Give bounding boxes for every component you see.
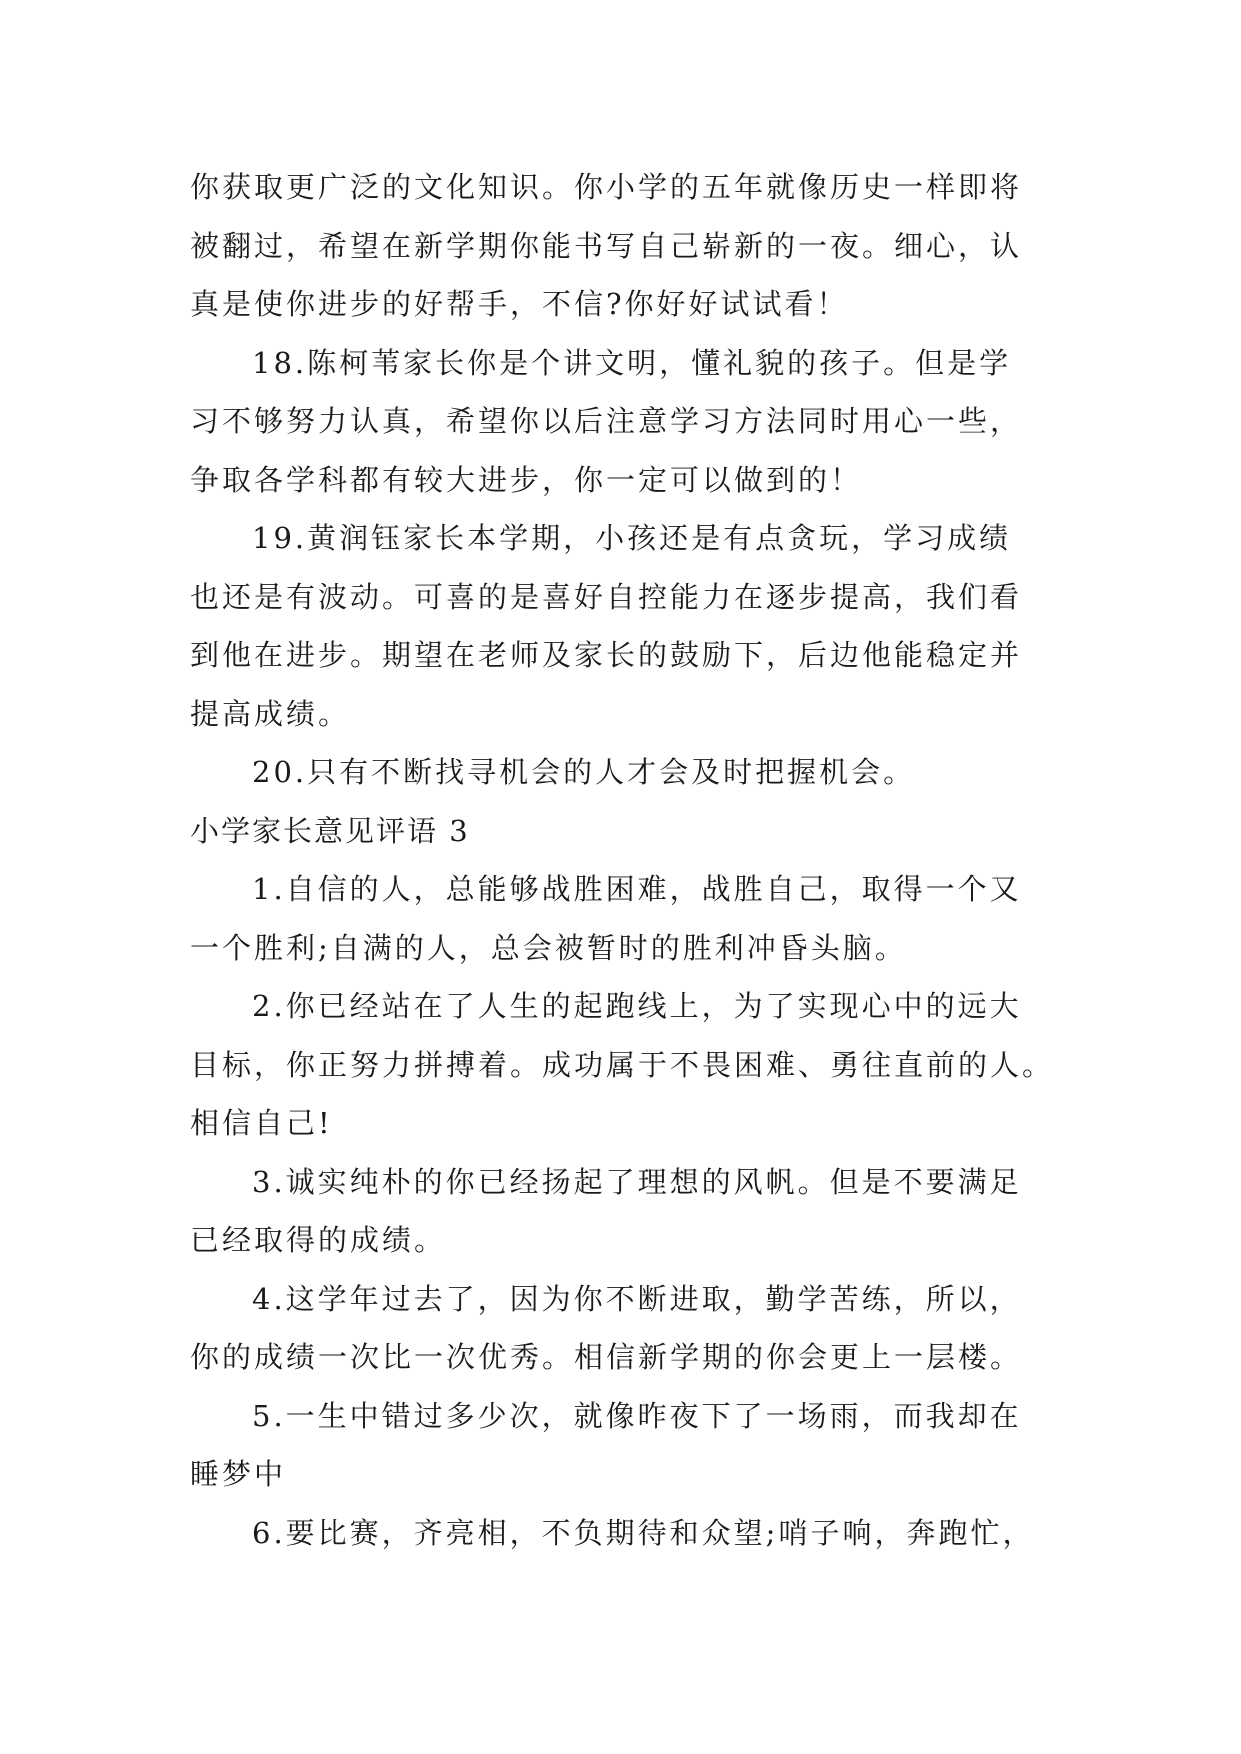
section-heading: 小学家长意见评语 3 [190, 813, 470, 848]
text-line: 目标，你正努力拼搏着。成功属于不畏困难、勇往直前的人。 [190, 1047, 1055, 1082]
text-line: 已经取得的成绩。 [190, 1223, 447, 1257]
comment-item-6: 6.要比赛，齐亮相，不负期待和众望;哨子响，奔跑忙， [252, 1515, 1035, 1550]
text-line: 到他在进步。期望在老师及家长的鼓励下，后边他能稳定并 [190, 638, 1023, 672]
comment-item-20: 20.只有不断找寻机会的人才会及时把握机会。 [252, 755, 916, 789]
text-line: 相信自己! [190, 1106, 333, 1140]
text-line: 争取各学科都有较大进步，你一定可以做到的！ [190, 462, 863, 497]
comment-item-19: 19.黄润钰家长本学期，小孩还是有点贪玩，学习成绩 [252, 521, 1012, 555]
text-line: 一个胜利;自满的人，总会被暂时的胜利冲昏头脑。 [190, 930, 907, 965]
text-line: 你的成绩一次比一次优秀。相信新学期的你会更上一层楼。 [190, 1340, 1023, 1374]
comment-item-4: 4.这学年过去了，因为你不断进取，勤学苦练，所以， [252, 1281, 1022, 1316]
document-body [190, 158, 1055, 1562]
comment-item-1: 1.自信的人，总能够战胜困难，战胜自己，取得一个又 [252, 872, 1022, 906]
comment-item-3: 3.诚实纯朴的你已经扬起了理想的风帆。但是不要满足 [252, 1164, 1022, 1199]
text-line: 真是使你进步的好帮手，不信?你好好试试看！ [190, 287, 849, 321]
text-line: 你获取更广泛的文化知识。你小学的五年就像历史一样即将 [190, 170, 1023, 204]
comment-item-2: 2.你已经站在了人生的起跑线上，为了实现心中的远大 [252, 989, 1022, 1023]
text-line: 睡梦中 [190, 1457, 287, 1491]
text-line: 也还是有波动。可喜的是喜好自控能力在逐步提高，我们看 [190, 579, 1023, 614]
text-line: 习不够努力认真，希望你以后注意学习方法同时用心一些， [190, 404, 1023, 438]
text-line: 提高成绩。 [190, 696, 351, 731]
comment-item-5: 5.一生中错过多少次，就像昨夜下了一场雨，而我却在 [252, 1398, 1022, 1433]
comment-item-18: 18.陈柯苇家长你是个讲文明，懂礼貌的孩子。但是学 [252, 345, 1012, 380]
text-line: 被翻过，希望在新学期你能书写自己崭新的一夜。细心，认 [190, 228, 1023, 263]
